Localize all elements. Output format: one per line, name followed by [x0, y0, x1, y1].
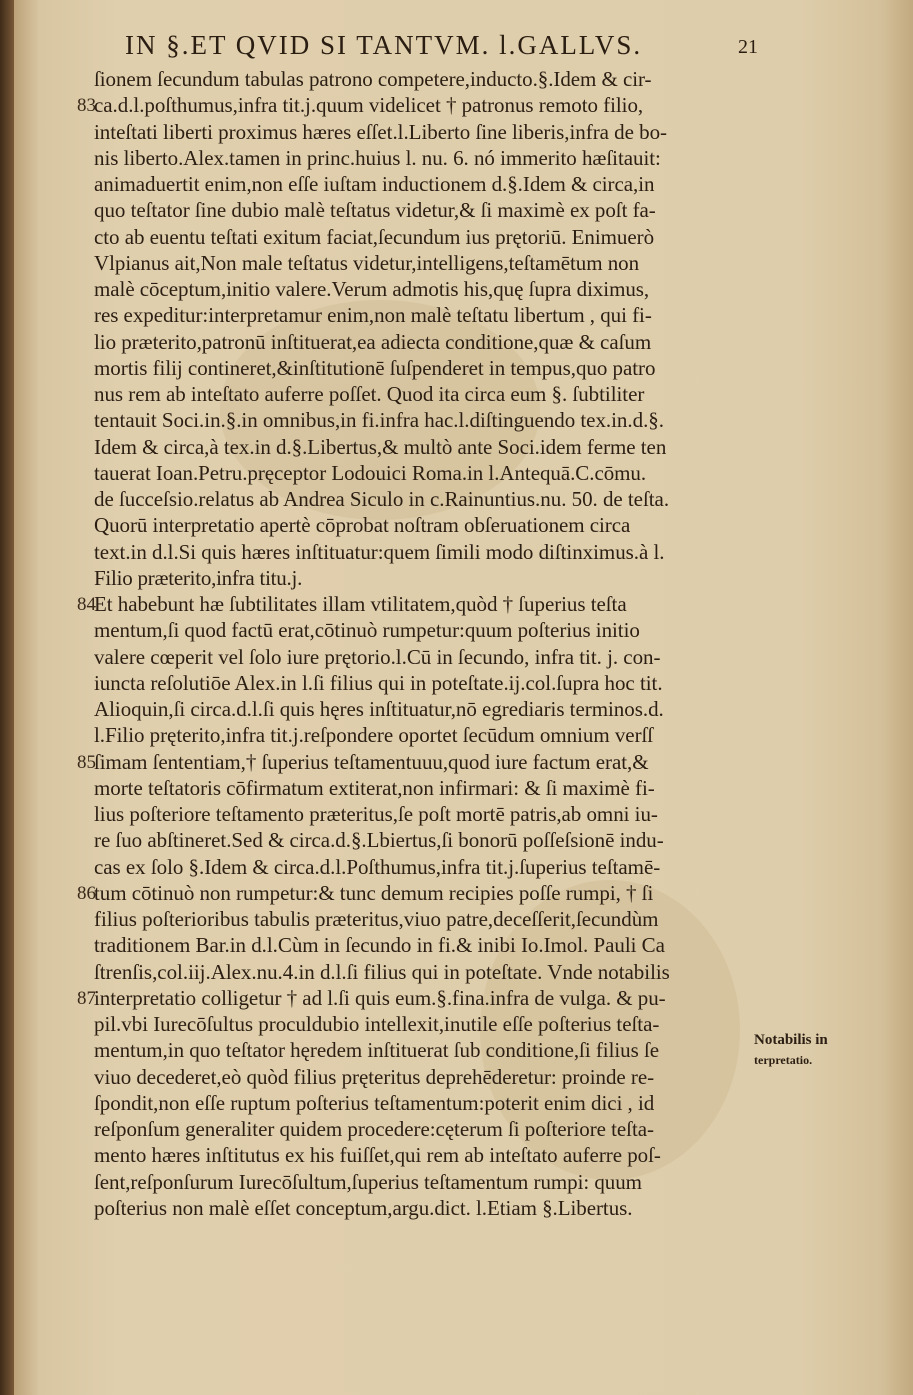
text-line: Quorū interpretatio apertè cōprobat noſtram obſeruationem circa — [94, 513, 631, 538]
margin-number: 83 — [77, 95, 96, 117]
text-line: Et habebunt hæ ſubtilitates illam vtilitatem,quòd † ſuperius teſta — [94, 592, 627, 616]
running-head: IN §.ET QVID SI TANTVM. l.GALLVS. — [125, 30, 643, 60]
text-line: mortis filij contineret,&inſtitutionē ſuſpenderet in tempus,quo patro — [94, 355, 656, 380]
text-line: inteſtati liberti proximus hæres eſſet.l.Liberto ſine liberis,infra de bo- — [94, 119, 668, 144]
text-line: ſtrenſis,col.iij.Alex.nu.4.in d.l.ſi filius qui in poteſtate. Vnde notabilis — [94, 959, 670, 984]
text-line: mentum,ſi quod factū erat,cōtinuò rumpetur:quum poſterius initio — [94, 618, 640, 643]
side-note-line: Notabilis in — [754, 1032, 828, 1048]
binding-gutter — [0, 0, 14, 1395]
text-line: pil.vbi Iurecōſultus proculdubio intellexit,inutile eſſe poſterius teſta- — [94, 1012, 660, 1036]
margin-number: 86 — [77, 882, 96, 904]
text-line: res expeditur:interpretamur enim,non malè teſtatu libertum , qui fi- — [94, 303, 652, 328]
text-line: malè cōceptum,initio valere.Verum admotis his,quę ſupra diximus, — [94, 277, 650, 301]
text-line: lius poſteriore teſtamento præteritus,ſe poſt mortē patris,ab omni iu- — [94, 802, 658, 826]
text-line: l.Filio pręterito,infra tit.j.reſpondere oportet ſecūdum omnium verſſ — [94, 723, 654, 748]
text-line: tum cōtinuò non rumpetur:& tunc demum recipies poſſe rumpi, † ſi — [94, 880, 654, 905]
text-line: text.in d.l.Si quis hæres inſtituatur:quem ſimili modo diſtinximus.à l. — [94, 539, 665, 564]
text-line: traditionem Bar.in d.l.Cùm in ſecundo in fi.& inibi Io.Imol. Pauli Ca — [94, 933, 665, 958]
text-line: Filio præterito,infra titu.j. — [94, 565, 303, 590]
text-line: interpretatio colligetur † ad l.ſi quis eum.§.fina.infra de vulga. & pu- — [94, 985, 666, 1010]
margin-number: 85 — [77, 751, 96, 773]
text-line: mentum,in quo teſtator hęredem inſtituerat ſub conditione,ſi filius ſe — [94, 1038, 660, 1063]
text-line: valere cœperit vel ſolo iure prętorio.l.Cū in ſecundo, infra tit. j. con- — [94, 644, 661, 669]
text-line: ſionem ſecundum tabulas patrono competere,inducto.§.Idem & cir- — [94, 67, 652, 91]
text-line: ſpondit,non eſſe ruptum poſterius teſtamentum:poterit enim dici , id — [94, 1090, 655, 1115]
page-number: 21 — [738, 36, 758, 58]
text-line: morte teſtatoris cōfirmatum extiterat,non infirmari: & ſi maximè fi- — [94, 775, 655, 800]
text-line: nus rem ab inteſtato auferre poſſet. Quod ita circa eum §. ſubtiliter — [94, 382, 645, 406]
text-line: animaduertit enim,non eſſe iuſtam inductionem d.§.Idem & circa,in — [94, 172, 655, 196]
text-line: tentauit Soci.in.§.in omnibus,in fi.infra hac.l.diſtinguendo tex.in.d.§. — [94, 408, 664, 433]
text-line: re ſuo abſtineret.Sed & circa.d.§.Lbiertus,ſi bonorū poſſeſsionē indu- — [94, 828, 664, 853]
text-line: ca.d.l.poſthumus,infra tit.j.quum videlicet † patronus remoto filio, — [94, 93, 644, 118]
text-line: poſterius non malè eſſet conceptum,argu.dict. l.Etiam §.Libertus. — [94, 1195, 633, 1220]
side-note-line: terpretatio. — [754, 1053, 813, 1067]
text-line: ſent,reſponſurum Iurecōſultum,ſuperius teſtamentum rumpi: quum — [94, 1169, 642, 1194]
text-line: Idem & circa,à tex.in d.§.Libertus,& multò ante Soci.idem ferme ten — [94, 434, 667, 459]
text-line: mento hæres inſtitutus ex his fuiſſet,qui rem ab inteſtato auferre poſ- — [94, 1143, 661, 1168]
text-line: viuo decederet,eò quòd filius pręteritus deprehēderetur: proinde re- — [94, 1064, 655, 1089]
text-line: lio præterito,patronū inſtituerat,ea adiecta conditione,quæ & caſum — [94, 329, 652, 354]
text-line: iuncta reſolutiōe Alex.in l.ſi filius qui in poteſtate.ij.col.ſupra hoc tit. — [94, 670, 663, 695]
side-note — [754, 1030, 864, 1070]
text-line: cas ex ſolo §.Idem & circa.d.l.Poſthumus,infra tit.j.ſuperius teſtamē- — [94, 854, 661, 879]
text-line: nis liberto.Alex.tamen in princ.huius l. nu. 6. nó immerito hæſitauit: — [94, 145, 661, 170]
text-line: ſimam ſententiam,† ſuperius teſtamentuuu,quod iure factum erat,& — [94, 749, 649, 774]
text-line: reſponſum generaliter quidem procedere:cęterum ſi poſteriore teſta- — [94, 1117, 654, 1141]
text-line: Vlpianus ait,Non male teſtatus videtur,intelligens,teſtamētum non — [94, 250, 640, 275]
text-line: de ſucceſsio.relatus ab Andrea Siculo in c.Rainuntius.nu. 50. de teſta. — [94, 487, 670, 511]
text-line: quo teſtator ſine dubio malè teſtatus videtur,& ſi maximè ex poſt fa- — [94, 198, 656, 223]
margin-number: 87 — [77, 987, 96, 1009]
body-text — [94, 66, 774, 1221]
text-line: filius poſterioribus tabulis præteritus,viuo patre,deceſſerit,ſecundùm — [94, 907, 659, 931]
text-line: cto ab euentu teſtati exitum faciat,ſecundum ius prętoriū. Enimuerò — [94, 224, 655, 249]
text-line: Alioquin,ſi circa.d.l.ſi quis hęres inſtituatur,nō egrediaris terminos.d. — [94, 697, 664, 721]
margin-number: 84 — [77, 594, 96, 615]
text-line: tauerat Ioan.Petru.pręceptor Lodouici Roma.in l.Antequā.C.cōmu. — [94, 460, 647, 485]
